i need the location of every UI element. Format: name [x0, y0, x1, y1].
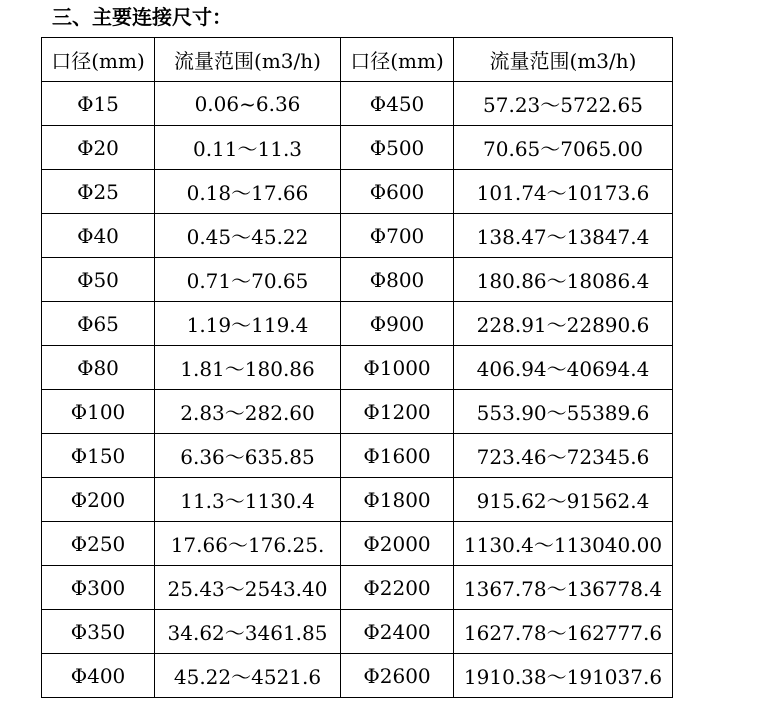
flow-range-right-cell: 57.23～5722.65 — [454, 82, 673, 126]
table-row — [42, 126, 673, 170]
table-row — [42, 566, 673, 610]
diameter-left-cell: Φ150 — [42, 434, 155, 478]
diameter-right-cell: Φ2600 — [341, 654, 454, 698]
diameter-left-cell: Φ350 — [42, 610, 155, 654]
flow-range-right-cell: 1367.78～136778.4 — [454, 566, 673, 610]
diameter-left-cell: Φ15 — [42, 82, 155, 126]
flow-range-left-cell: 0.06~6.36 — [155, 82, 341, 126]
flow-range-right-cell: 180.86～18086.4 — [454, 258, 673, 302]
flow-range-left-cell: 0.11～11.3 — [155, 126, 341, 170]
diameter-left-cell: Φ40 — [42, 214, 155, 258]
flow-range-right-cell: 915.62～91562.4 — [454, 478, 673, 522]
diameter-left-cell: Φ250 — [42, 522, 155, 566]
diameter-right-cell: Φ450 — [341, 82, 454, 126]
flow-range-right-cell: 70.65～7065.00 — [454, 126, 673, 170]
diameter-left-cell: Φ50 — [42, 258, 155, 302]
flow-range-left-cell: 1.81～180.86 — [155, 346, 341, 390]
flow-range-left-cell: 34.62～3461.85 — [155, 610, 341, 654]
table-row — [42, 522, 673, 566]
flow-range-right-cell: 138.47～13847.4 — [454, 214, 673, 258]
flow-range-left-cell: 45.22～4521.6 — [155, 654, 341, 698]
diameter-right-cell: Φ900 — [341, 302, 454, 346]
flow-range-right-cell: 1910.38～191037.6 — [454, 654, 673, 698]
diameter-right-cell: Φ1800 — [341, 478, 454, 522]
diameter-left-cell: Φ200 — [42, 478, 155, 522]
table-row — [42, 346, 673, 390]
flow-range-right-cell: 723.46～72345.6 — [454, 434, 673, 478]
diameter-left-cell: Φ20 — [42, 126, 155, 170]
flow-range-right-cell: 228.91～22890.6 — [454, 302, 673, 346]
flow-range-left-cell: 1.19～119.4 — [155, 302, 341, 346]
diameter-right-cell: Φ1000 — [341, 346, 454, 390]
diameter-right-cell: Φ1600 — [341, 434, 454, 478]
diameter-right-cell: Φ600 — [341, 170, 454, 214]
header-flow-range-left: 流量范围(m3/h) — [155, 38, 341, 82]
diameter-left-cell: Φ400 — [42, 654, 155, 698]
diameter-right-cell: Φ2000 — [341, 522, 454, 566]
diameter-left-cell: Φ65 — [42, 302, 155, 346]
diameter-left-cell: Φ80 — [42, 346, 155, 390]
table-header-row — [42, 38, 673, 82]
flow-range-left-cell: 6.36～635.85 — [155, 434, 341, 478]
section-heading: 三、主要连接尺寸： — [52, 5, 232, 29]
flow-range-left-cell: 17.66～176.25. — [155, 522, 341, 566]
flow-range-left-cell: 0.45～45.22 — [155, 214, 341, 258]
flow-range-left-cell: 0.71～70.65 — [155, 258, 341, 302]
table-row — [42, 214, 673, 258]
diameter-right-cell: Φ2400 — [341, 610, 454, 654]
diameter-right-cell: Φ2200 — [341, 566, 454, 610]
diameter-right-cell: Φ500 — [341, 126, 454, 170]
flow-range-left-cell: 25.43～2543.40 — [155, 566, 341, 610]
diameter-left-cell: Φ300 — [42, 566, 155, 610]
flow-range-right-cell: 406.94～40694.4 — [454, 346, 673, 390]
header-flow-range-right: 流量范围(m3/h) — [454, 38, 673, 82]
table-row — [42, 654, 673, 698]
flow-range-right-cell: 1130.4～113040.00 — [454, 522, 673, 566]
table-row — [42, 390, 673, 434]
connection-size-table — [41, 37, 673, 698]
flow-range-right-cell: 1627.78～162777.6 — [454, 610, 673, 654]
table-row — [42, 258, 673, 302]
diameter-left-cell: Φ100 — [42, 390, 155, 434]
table-row — [42, 434, 673, 478]
flow-range-right-cell: 101.74～10173.6 — [454, 170, 673, 214]
diameter-left-cell: Φ25 — [42, 170, 155, 214]
flow-range-left-cell: 2.83～282.60 — [155, 390, 341, 434]
header-diameter-left: 口径(mm) — [42, 38, 155, 82]
table-row — [42, 170, 673, 214]
header-diameter-right: 口径(mm) — [341, 38, 454, 82]
flow-range-right-cell: 553.90～55389.6 — [454, 390, 673, 434]
diameter-right-cell: Φ800 — [341, 258, 454, 302]
flow-range-left-cell: 11.3～1130.4 — [155, 478, 341, 522]
diameter-right-cell: Φ1200 — [341, 390, 454, 434]
diameter-right-cell: Φ700 — [341, 214, 454, 258]
flow-range-left-cell: 0.18～17.66 — [155, 170, 341, 214]
table-row — [42, 82, 673, 126]
table-row — [42, 302, 673, 346]
table-row — [42, 478, 673, 522]
table-row — [42, 610, 673, 654]
